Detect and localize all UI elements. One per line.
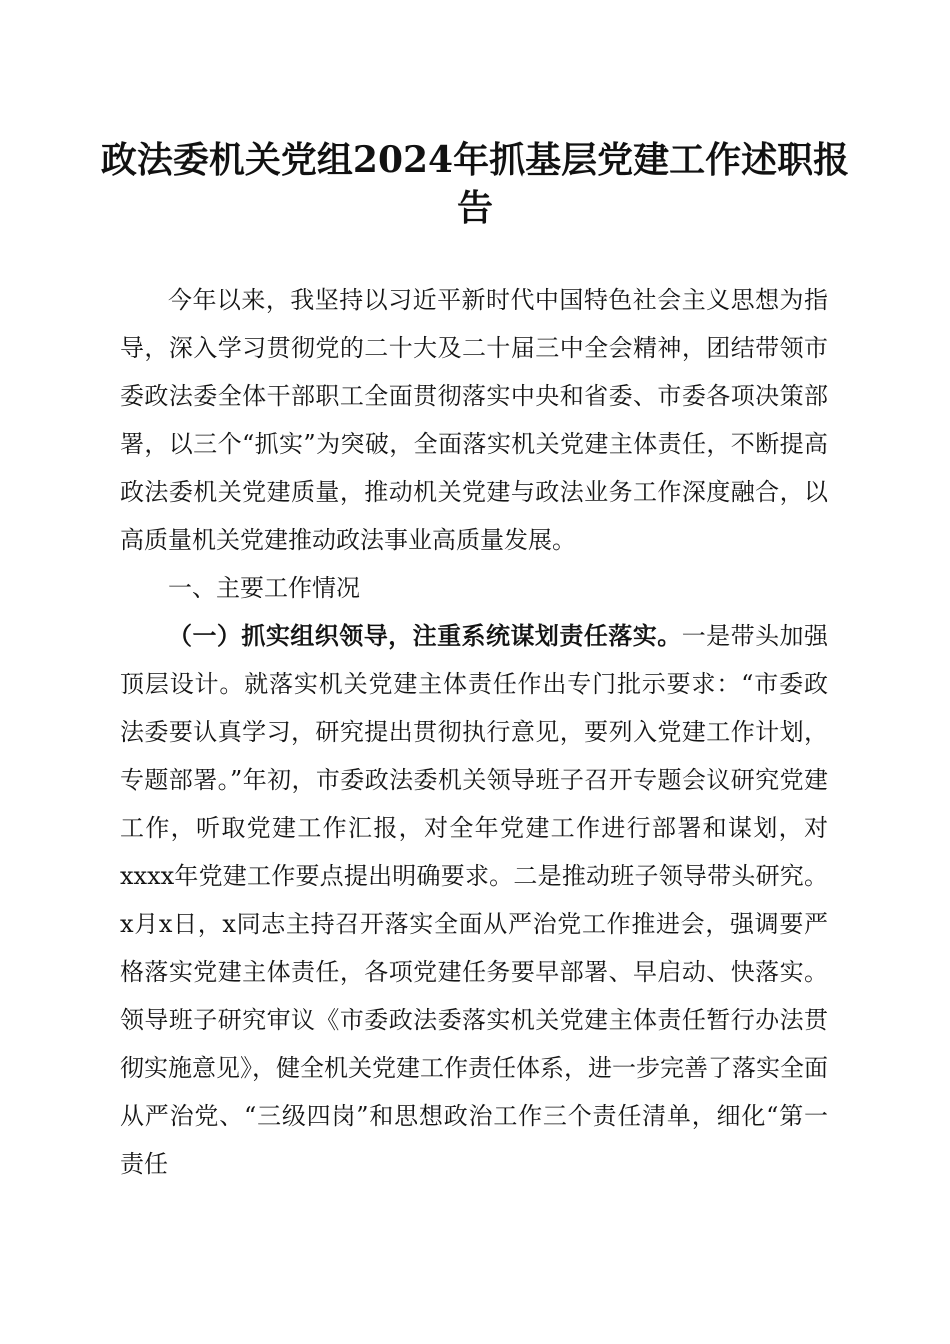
section-heading: 一、主要工作情况 <box>168 574 360 602</box>
section-paragraph-text: 一是带头加强顶层设计。就落实机关党建主体责任作出专门批示要求：“市委政法委要认真学习，研究提出贯彻执行意见，要列入党建工作计划，专题部署。”年初，市委政法委机关领导班子召开专题会议研究党建工作，听取党建工作汇报，对全年党建工作进行部署和谋划，对xxxx年党建工作要点提出明确要求。二是推动班子领导带头研究。x月x日，x同志主持召开落实全面从严治党工作推进会，强调要严格落实党建主体责任，各项党建任务要早部署、早启动、快落实。领导班子研究审议《市委政法委落实机关党建主体责任暂行办法贯彻实施意见》，健全机关党建工作责任体系，进一步完善了落实全面从严治党、“三级四岗”和思想政治工作三个责任清单，细化“第一责任 <box>120 622 829 1178</box>
document-body <box>120 276 828 1188</box>
document-title: 政法委机关党组2024年抓基层党建工作述职报告 <box>100 139 850 229</box>
intro-paragraph: 今年以来，我坚持以习近平新时代中国特色社会主义思想为指导，深入学习贯彻党的二十大及二十届三中全会精神，团结带领市委政法委全体干部职工全面贯彻落实中央和省委、市委各项决策部署，以三个“抓实”为突破，全面落实机关党建主体责任，不断提高政法委机关党建质量，推动机关党建与政法业务工作深度融合，以高质量机关党建推动政法事业高质量发展。 <box>120 286 828 554</box>
section-paragraph <box>120 612 828 1188</box>
section-sub-heading: （一）抓实组织领导，注重系统谋划责任落实。 <box>168 621 682 650</box>
